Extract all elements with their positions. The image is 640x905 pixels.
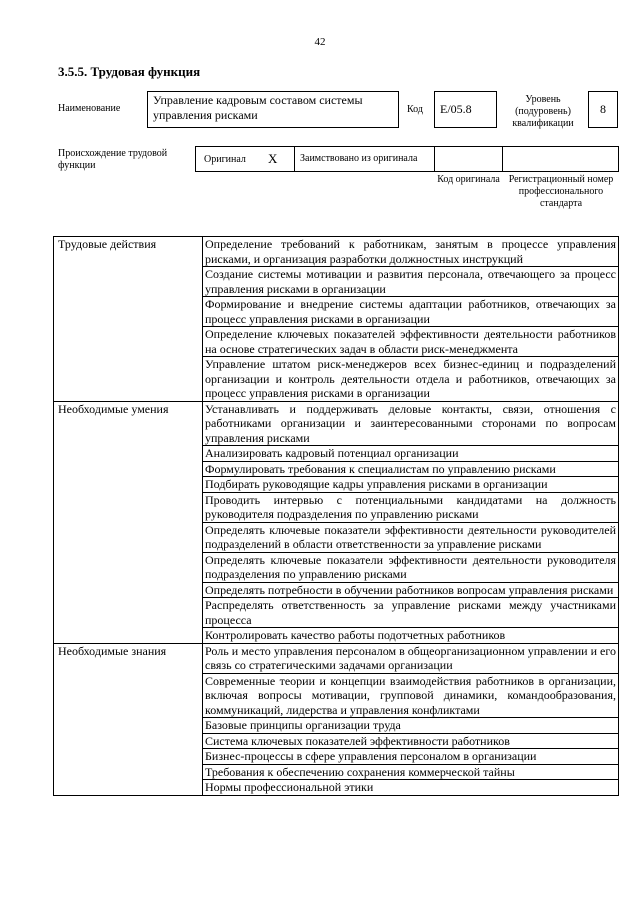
section-item: Определение требований к работникам, занятым в процессе управления рисками, и организация разработки должностных инструкций (203, 237, 619, 267)
code-original-cell (434, 146, 503, 172)
section-item: Базовые принципы организации труда (203, 718, 619, 734)
code-label: Код (407, 104, 423, 115)
borrowed-label: Заимствовано из оригинала (300, 153, 418, 164)
section-item: Создание системы мотивации и развития персонала, отвечающего за процесс управления рисками в организации (203, 267, 619, 297)
function-name-box (147, 91, 399, 128)
section-item: Бизнес-процессы в сфере управления персоналом в организации (203, 749, 619, 765)
section-item: Роль и место управления персоналом в общеорганизационном управлении и его связь со стратегическими задачами организации (203, 643, 619, 673)
section-item: Управление штатом риск-менеджеров всех бизнес-единиц и подразделений организации и контроль деятельности отдела и работников, отвечающих за процесс управления рисками в организации (203, 357, 619, 402)
section-item: Проводить интервью с потенциальными кандидатами на должность руководителя подразделения по управлению рисками (203, 492, 619, 522)
section-item: Определять ключевые показатели эффективности деятельности руководителя подразделения по управлению рисками (203, 552, 619, 582)
name-label: Наименование (58, 103, 121, 114)
original-label: Оригинал (204, 154, 246, 165)
function-name-value: Управление кадровым составом системы управления рисками (153, 93, 363, 122)
reg-number-label: Регистрационный номер профессионального стандарта (508, 174, 614, 209)
original-mark: X (268, 151, 278, 166)
level-box (588, 91, 618, 128)
section-item: Нормы профессиональной этики (203, 780, 619, 796)
section-heading: 3.5.5. Трудовая функция (58, 64, 201, 79)
table-row (54, 643, 619, 673)
section-item: Распределять ответственность за управление рисками между участниками процесса (203, 598, 619, 628)
labor-function-table (53, 236, 619, 796)
original-cell (195, 146, 295, 172)
section-item: Определение ключевых показателей эффективности деятельности работников на основе стратегических задач в области риск-менеджмента (203, 327, 619, 357)
section-item: Современные теории и концепции взаимодействия работников в организации, включая вопросы мотивации, групповой динамики, командообразования, коммуникаций, лидерства и управления конфликтами (203, 673, 619, 718)
section-item: Устанавливать и поддерживать деловые контакты, связи, отношения с работниками организации и заинтересованными сторонами по вопросам управления рисками (203, 401, 619, 446)
section-item: Определять ключевые показатели эффективности деятельности руководителей подразделений в области ответственности за управление рисками (203, 522, 619, 552)
level-label: Уровень (подуровень) квалификации (512, 94, 574, 129)
section-title: Необходимые знания (54, 643, 203, 795)
table-row (54, 237, 619, 267)
reg-number-cell (502, 146, 619, 172)
page-number: 42 (314, 36, 326, 48)
section-item: Требования к обеспечению сохранения коммерческой тайны (203, 764, 619, 780)
code-original-label: Код оригинала (437, 174, 500, 185)
section-title: Необходимые умения (54, 401, 203, 643)
code-box (434, 91, 497, 128)
table-row (54, 401, 619, 446)
section-item: Определять потребности в обучении работников вопросам управления рисками (203, 582, 619, 598)
section-item: Формирование и внедрение системы адаптации работников, отвечающих за процесс управления рисками в организации (203, 297, 619, 327)
section-title: Трудовые действия (54, 237, 203, 402)
level-value: 8 (600, 102, 606, 116)
section-item: Подбирать руководящие кадры управления рисками в организации (203, 477, 619, 493)
section-item: Анализировать кадровый потенциал организации (203, 446, 619, 462)
section-item: Система ключевых показателей эффективности работников (203, 733, 619, 749)
section-item: Формулировать требования к специалистам по управлению рисками (203, 461, 619, 477)
section-item: Контролировать качество работы подотчетных работников (203, 628, 619, 644)
code-value: E/05.8 (440, 102, 472, 116)
origin-label: Происхождение трудовой функции (58, 148, 168, 171)
borrowed-cell (294, 146, 435, 172)
